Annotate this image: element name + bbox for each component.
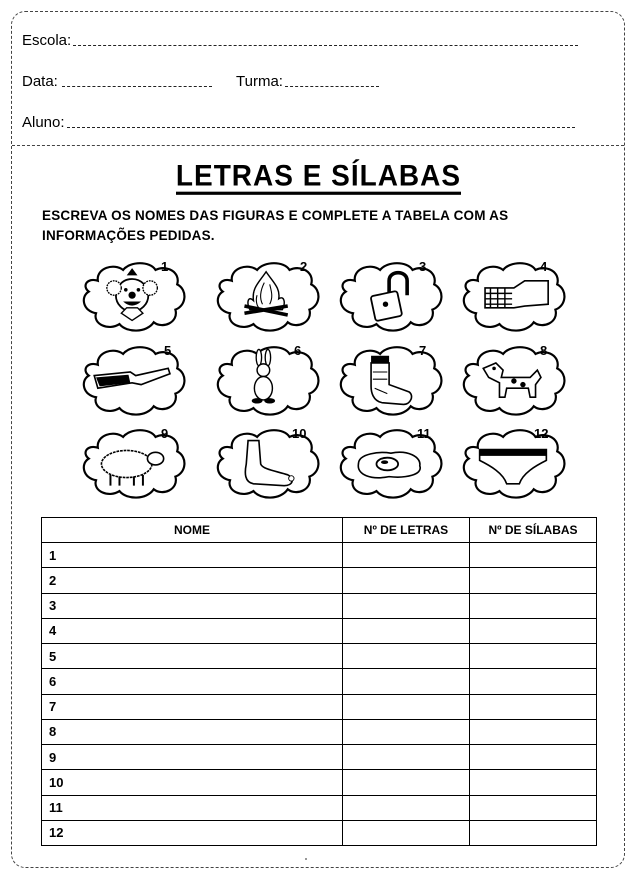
nome-cell[interactable]: 9 [42,745,343,770]
silabas-cell[interactable] [470,593,597,618]
table-row [42,568,597,593]
instruction-line-2: INFORMAÇÕES PEDIDAS. [42,228,215,243]
silabas-cell[interactable] [470,568,597,593]
table-row [42,820,597,845]
page-title: LETRAS E SÍLABAS [0,160,637,194]
instruction-line-1: ESCREVA OS NOMES DAS FIGURAS E COMPLETE A TABELA COM AS [42,208,509,223]
figure-number: 10 [292,426,307,441]
figure-number: 4 [540,259,548,274]
figure-5 [78,342,198,422]
table-header-row [42,518,597,543]
underwear-icon [458,425,568,503]
header-silabas: Nº DE SÍLABAS [470,518,597,543]
figure-number: 6 [294,343,302,358]
aluno-label: Aluno: [22,114,65,131]
figure-number: 3 [419,259,427,274]
letras-cell[interactable] [343,593,470,618]
letras-cell[interactable] [343,694,470,719]
silabas-cell[interactable] [470,694,597,719]
figure-number: 11 [417,426,431,441]
figure-number: 12 [534,426,549,441]
hand-icon [458,258,568,336]
figure-number: 9 [161,426,169,441]
padlock-icon [335,258,445,336]
header-nome: NOME [42,518,343,543]
table-row [42,543,597,568]
nome-cell[interactable]: 3 [42,593,343,618]
letras-cell[interactable] [343,795,470,820]
table-row [42,795,597,820]
figure-4 [458,258,578,338]
escola-label: Escola: [22,32,72,49]
letras-cell[interactable] [343,719,470,744]
aluno-line[interactable] [67,126,575,128]
figure-number: 1 [161,259,169,274]
escola-line[interactable] [73,44,578,46]
data-line[interactable] [62,85,212,87]
escola-field[interactable] [22,32,578,49]
nome-cell[interactable]: 2 [42,568,343,593]
table-row [42,745,597,770]
letras-cell[interactable] [343,770,470,795]
figure-3 [335,258,455,338]
figure-12 [458,425,578,505]
glasses-icon [78,342,188,420]
figure-number: 5 [164,343,172,358]
turma-label: Turma: [236,73,283,90]
data-label: Data: [22,73,58,90]
letras-cell[interactable] [343,543,470,568]
silabas-cell[interactable] [470,820,597,845]
figure-9 [78,425,198,505]
figure-1 [78,258,198,338]
answer-table [41,517,597,846]
silabas-cell[interactable] [470,719,597,744]
nome-cell[interactable]: 5 [42,644,343,669]
silabas-cell[interactable] [470,770,597,795]
table-row [42,669,597,694]
letras-cell[interactable] [343,820,470,845]
letras-cell[interactable] [343,568,470,593]
letras-cell[interactable] [343,644,470,669]
silabas-cell[interactable] [470,618,597,643]
header-letras: Nº DE LETRAS [343,518,470,543]
figure-number: 7 [419,343,427,358]
silabas-cell[interactable] [470,543,597,568]
clown-icon [78,258,188,336]
table-row [42,770,597,795]
header-divider [12,145,624,146]
figure-10 [212,425,332,505]
page-mark [305,858,307,860]
dog-icon [458,342,568,420]
silabas-cell[interactable] [470,795,597,820]
figure-6 [212,342,332,422]
nome-cell[interactable]: 8 [42,719,343,744]
nome-cell[interactable]: 1 [42,543,343,568]
letras-cell[interactable] [343,745,470,770]
silabas-cell[interactable] [470,669,597,694]
nome-cell[interactable]: 6 [42,669,343,694]
letras-cell[interactable] [343,669,470,694]
nome-cell[interactable]: 10 [42,770,343,795]
figure-number: 2 [300,259,308,274]
nome-cell[interactable]: 11 [42,795,343,820]
nome-cell[interactable]: 7 [42,694,343,719]
silabas-cell[interactable] [470,745,597,770]
figure-number: 8 [540,343,548,358]
sock-icon [335,342,445,420]
figure-8 [458,342,578,422]
turma-line[interactable] [285,85,379,87]
data-field[interactable] [22,73,212,90]
table-row [42,694,597,719]
table-row [42,593,597,618]
turma-field[interactable] [236,73,379,90]
figure-7 [335,342,455,422]
table-row [42,618,597,643]
table-row [42,644,597,669]
sheep-icon [78,425,188,503]
nome-cell[interactable]: 12 [42,820,343,845]
rabbit-icon [212,342,322,420]
table-row [42,719,597,744]
nome-cell[interactable]: 4 [42,618,343,643]
figure-2 [212,258,332,338]
figure-11 [335,425,455,505]
aluno-field[interactable] [22,114,575,131]
instruction-text [42,206,602,246]
letras-cell[interactable] [343,618,470,643]
silabas-cell[interactable] [470,644,597,669]
